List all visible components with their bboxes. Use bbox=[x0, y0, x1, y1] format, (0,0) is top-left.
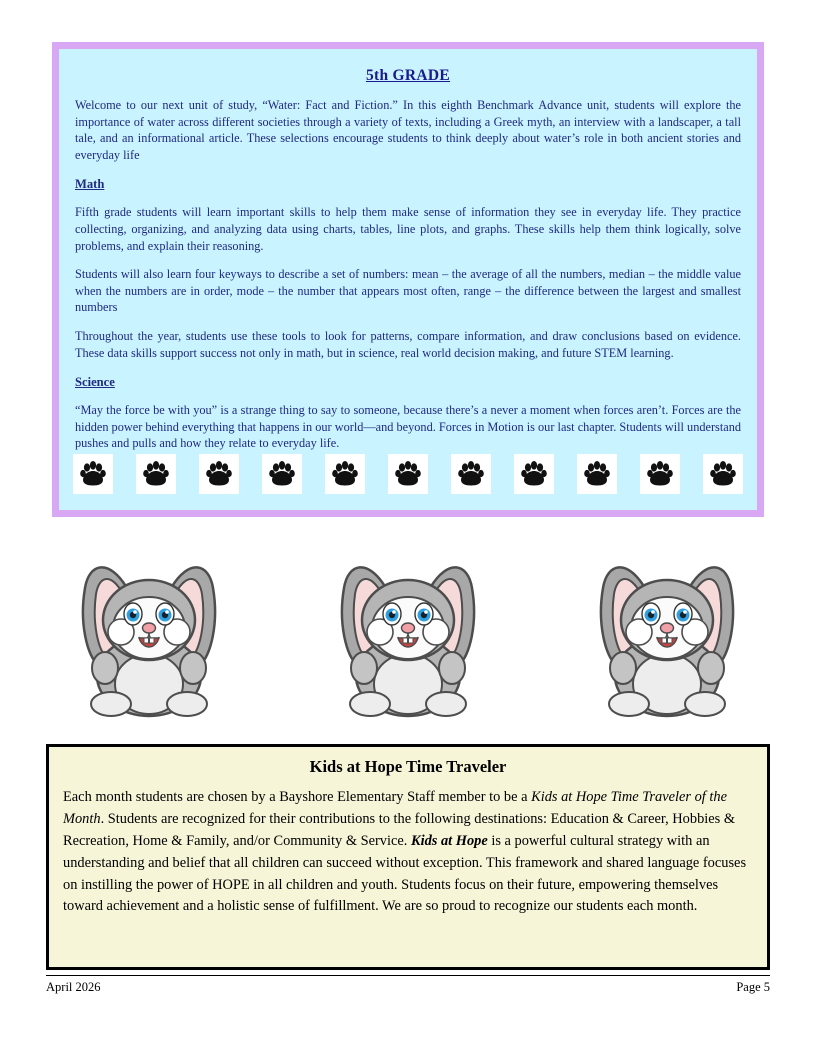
paw-print-row bbox=[73, 454, 743, 494]
page-footer bbox=[46, 975, 770, 995]
math-paragraph-3: Throughout the year, students use these tools to look for patterns, compare information, and draw conclusions based on evidence. These data skills support success not only in math, but in science, real world decision making, and future STEM learning. bbox=[75, 328, 741, 360]
gray-bunny-illustration bbox=[46, 528, 252, 724]
kids-at-hope-box bbox=[46, 744, 770, 970]
paw-print-icon bbox=[136, 454, 176, 494]
math-heading: Math bbox=[75, 177, 105, 192]
paw-print-icon bbox=[577, 454, 617, 494]
footer-date: April 2026 bbox=[46, 980, 101, 994]
math-paragraph-2: Students will also learn four keyways to describe a set of numbers: mean – the average of all the numbers, median – the middle value when the numbers are in order, mode – the number that appears most often, range – the difference between the largest and smallest numbers bbox=[75, 267, 741, 315]
gray-bunny-illustration bbox=[564, 528, 770, 724]
gray-bunny-illustration bbox=[305, 528, 511, 724]
paragraph-run: Kids at Hope bbox=[410, 832, 488, 849]
grade-panel bbox=[52, 42, 764, 517]
bunny-image-row bbox=[46, 528, 770, 724]
paw-print-icon bbox=[199, 454, 239, 494]
paw-print-icon bbox=[325, 454, 365, 494]
science-heading: Science bbox=[75, 375, 115, 390]
math-paragraph-1: Fifth grade students will learn important skills to help them make sense of information they see in everyday life. They practice collecting, organizing, and analyzing data using charts, tables, line plots, and graphs. These skills help them think logically, solve problems, and explain their reasoning. bbox=[75, 205, 741, 253]
paw-print-icon bbox=[514, 454, 554, 494]
paragraph-run: Kids at Hope Time Traveler of the Month bbox=[63, 789, 727, 827]
paragraph-run: . Students are recognized for their contributions to the following destinations: Education & Career, Hobbies & Recreation, Home & Family, and/or Community & Service. bbox=[63, 810, 736, 849]
paw-print-icon bbox=[640, 454, 680, 494]
paragraph-run: Each month students are chosen by a Bayshore Elementary Staff member to be a bbox=[63, 789, 532, 805]
paw-print-icon bbox=[73, 454, 113, 494]
intro-paragraph: Welcome to our next unit of study, “Water: Fact and Fiction.” In this eighth Benchmark Advance unit, students will explore the importance of water across different societies through a variety of texts, including a Greek myth, an interview with a landscaper, a tall tale, and an informational article. These selections encourage students to think deeply about water’s role in both ancient stories and everyday life bbox=[75, 98, 741, 162]
footer-page-number: Page 5 bbox=[736, 980, 770, 994]
kids-at-hope-title: Kids at Hope Time Traveler bbox=[309, 757, 507, 776]
kids-at-hope-paragraph bbox=[63, 787, 753, 918]
paw-print-icon bbox=[451, 454, 491, 494]
science-paragraph-1: “May the force be with you” is a strange thing to say to someone, because there’s a never a moment when forces aren’t. Forces are the hidden power behind everything that happens in our world—and beyond. Forces in Motion is our last chapter. Students will understand pushes and pulls and how they relate to everyday life. bbox=[75, 403, 741, 451]
paragraph-run: is a powerful cultural strategy with an understanding and belief that all children can succeed without exception. This framework and shared language focuses on instilling the power of HOPE in all children and youth. Students focus on their future, empowering themselves toward achievement and a holistic sense of fulfillment. We are so proud to recognize our students each month. bbox=[63, 832, 747, 915]
paw-print-icon bbox=[703, 454, 743, 494]
page-title: 5th GRADE bbox=[365, 67, 451, 84]
paw-print-icon bbox=[388, 454, 428, 494]
paw-print-icon bbox=[262, 454, 302, 494]
